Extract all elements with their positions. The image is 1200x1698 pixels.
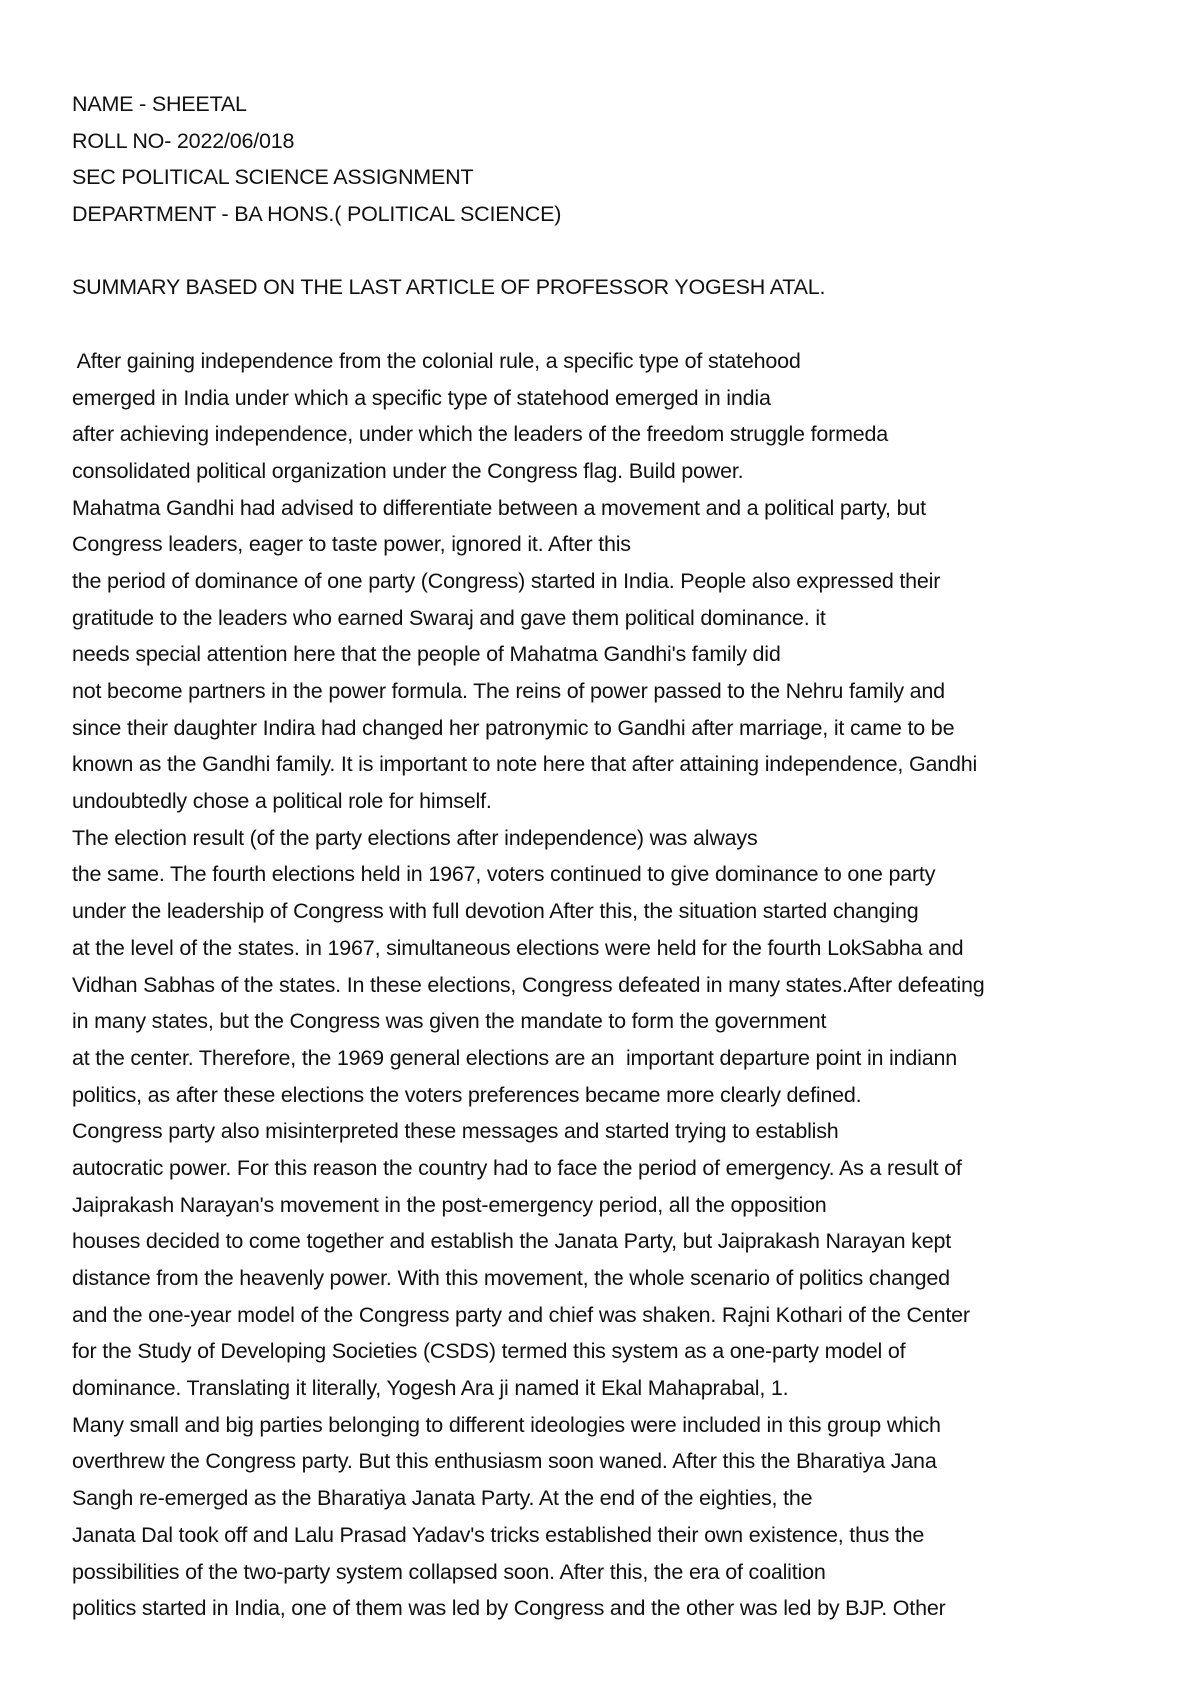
body-line: Sangh re-emerged as the Bharatiya Janata Party. At the end of the eighties, the: [72, 1486, 813, 1511]
roll-number: ROLL NO- 2022/06/018: [72, 128, 295, 153]
body-line: after achieving independence, under which the leaders of the freedom struggle formeda: [72, 422, 889, 447]
body-line: politics started in India, one of them was led by Congress and the other was led by BJP. Other: [72, 1596, 946, 1621]
body-line: houses decided to come together and establish the Janata Party, but Jaiprakash Narayan kept: [72, 1229, 951, 1254]
body-line: not become partners in the power formula. The reins of power passed to the Nehru family and: [72, 679, 945, 703]
body-line: Mahatma Gandhi had advised to differentiate between a movement and a political party, but: [72, 495, 926, 520]
body-line: and the one-year model of the Congress party and chief was shaken. Rajni Kothari of the Center: [72, 1302, 970, 1327]
body-line: since their daughter Indira had changed her patronymic to Gandhi after marriage, it came to be: [72, 715, 955, 740]
body-line: the same. The fourth elections held in 1967, voters continued to give dominance to one party: [72, 862, 936, 887]
body-line: for the Study of Developing Societies (CSDS) termed this system as a one-party model of: [72, 1339, 906, 1364]
spacer: [72, 306, 1172, 343]
body-line: at the center. Therefore, the 1969 general elections are an important departure point in indiann: [72, 1045, 957, 1070]
body-line: in many states, but the Congress was given the mandate to form the government: [72, 1009, 827, 1034]
body-line: possibilities of the two-party system collapsed soon. After this, the era of coalition: [72, 1559, 826, 1584]
body-line: After gaining independence from the colonial rule, a specific type of statehood: [72, 348, 801, 373]
body-line: Congress leaders, eager to taste power, ignored it. After this: [72, 532, 631, 557]
spacer: [72, 233, 1172, 270]
body-line: Janata Dal took off and Lalu Prasad Yadav's tricks established their own existence, thus the: [72, 1522, 925, 1547]
body-line: known as the Gandhi family. It is important to note here that after attaining independence, Gandhi: [72, 752, 978, 777]
summary-title: SUMMARY BASED ON THE LAST ARTICLE OF PROFESSOR YOGESH ATAL.: [72, 275, 826, 300]
summary-body: [72, 343, 1172, 1627]
body-line: gratitude to the leaders who earned Swaraj and gave them political dominance. it: [72, 605, 826, 630]
body-line: Many small and big parties belonging to different ideologies were included in this group which: [72, 1412, 941, 1437]
body-line: needs special attention here that the people of Mahatma Gandhi's family did: [72, 642, 781, 667]
body-line: The election result (of the party elections after independence) was always: [72, 825, 758, 850]
body-line: dominance. Translating it literally, Yogesh Ara ji named it Ekal Mahaprabal, 1.: [72, 1376, 789, 1401]
department: DEPARTMENT - BA HONS.( POLITICAL SCIENCE): [72, 202, 562, 227]
body-line: undoubtedly chose a political role for himself.: [72, 789, 492, 814]
document-content: [72, 86, 1172, 1627]
body-line: emerged in India under which a specific type of statehood emerged in india: [72, 385, 771, 410]
student-name: NAME - SHEETAL: [72, 92, 247, 116]
assignment-title: SEC POLITICAL SCIENCE ASSIGNMENT: [72, 165, 474, 190]
body-line: politics, as after these elections the voters preferences became more clearly defined.: [72, 1082, 862, 1107]
body-line: overthrew the Congress party. But this enthusiasm soon waned. After this the Bharatiya Jana: [72, 1449, 937, 1474]
body-line: under the leadership of Congress with full devotion After this, the situation started changing: [72, 899, 919, 924]
body-line: the period of dominance of one party (Congress) started in India. People also expressed their: [72, 568, 941, 593]
body-line: Vidhan Sabhas of the states. In these elections, Congress defeated in many states.After defeating: [72, 972, 985, 997]
body-line: Congress party also misinterpreted these messages and started trying to establish: [72, 1119, 839, 1144]
body-line: at the level of the states. in 1967, simultaneous elections were held for the fourth LokSabha and: [72, 935, 964, 960]
body-line: distance from the heavenly power. With this movement, the whole scenario of politics changed: [72, 1266, 950, 1290]
body-line: autocratic power. For this reason the country had to face the period of emergency. As a result of: [72, 1155, 962, 1180]
body-line: consolidated political organization under the Congress flag. Build power.: [72, 458, 744, 483]
body-line: Jaiprakash Narayan's movement in the post-emergency period, all the opposition: [72, 1192, 827, 1217]
